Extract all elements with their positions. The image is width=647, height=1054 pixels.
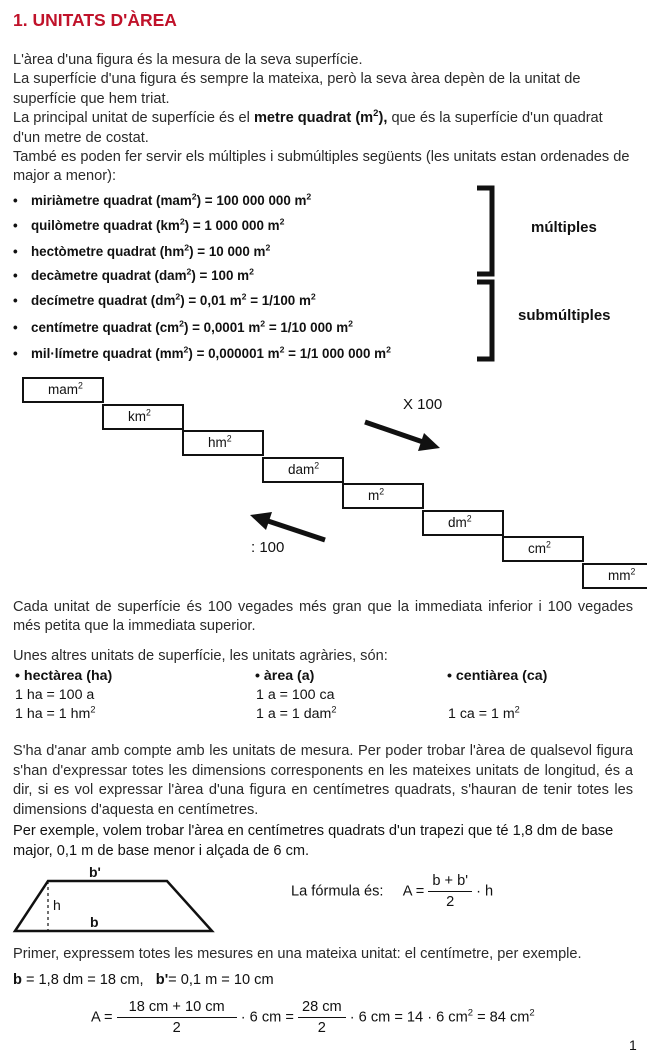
example-text: Per exemple, volem trobar l'àrea en centímetres quadrats d'un trapezi que té 1,8 dm de base major, 0,1 m de base menor i alçada de 6 cm. (13, 823, 614, 859)
stair-unit-label: $km^2$ (128, 407, 151, 424)
stair-box-km (102, 404, 184, 430)
units-caution-text: S'ha d'anar amb compte amb les unitats de mesura. Per poder trobar l'àrea de qualsevol figura s'han d'expressar totes les dimensions corresponents en les mateixes unitats de longitud, és a dir, si es vol expressar l'àrea d'una figura en centímetres quadrats, s'hauran de tenir totes les dimensions d'aquesta en centímetres. (13, 743, 633, 818)
intro-line: La superfície d'una figura és sempre la mateixa, però la seva àrea depèn de la unitat de superfície que hem triat. (13, 71, 581, 107)
trapezoid-figure (12, 876, 227, 936)
area-calculation: A = $\frac{18 cm + 10 cm}{2}$ · 6 cm = $\frac{28 cm}{2}$ · 6 cm = 14 · 6 $cm^2 = 84$ $cm^2$ (91, 999, 535, 1036)
agrarian-row: 1 a = 100 ca (256, 687, 335, 703)
stair-unit-label: $cm^2$ (528, 539, 551, 556)
unit-list-item: • centímetre quadrat $(cm^2) = 0,0001$ $m^2 = 1/10$ 000 $m^2$ (13, 318, 353, 335)
stair-box-mm (582, 563, 647, 589)
unit-list-item: • decàmetre quadrat (dam$^2$) = 100 $m^2$ (13, 266, 254, 283)
stair-unit-label: $dm^2$ (448, 513, 472, 530)
trapezoid-top-label: b' (89, 864, 101, 880)
formula-a: A = (402, 883, 425, 900)
agrarian-row: 1 ha = 100 a (15, 687, 95, 703)
trapezoid-height-label: h (53, 897, 61, 913)
submultiples-label: submúltiples (518, 307, 611, 324)
agrarian-intro: Unes altres unitats de superfície, les unitats agràries, són: (13, 648, 388, 664)
divide-100-label: : 100 (251, 539, 285, 556)
section-title: 1. UNITATS D'ÀREA (13, 10, 177, 30)
formula-denominator: 2 (446, 894, 455, 910)
agrarian-row: 1 ha = 1 $hm^2$ (15, 704, 96, 722)
trapezoid-bottom-label: b (90, 914, 99, 930)
formula (291, 873, 493, 910)
unit-list-item: • hectòmetre quadrat $(hm^2) = 10$ 000 $m^2$ (13, 242, 271, 259)
intro-line: La principal unitat de superfície és el metre quadrat $(m^2)$, que és la superfície d'un quadrat d'un metre de costat. (13, 108, 603, 146)
intro-line: L'àrea d'una figura és la mesura de la seva superfície. (13, 52, 363, 68)
intro-line: També es poden fer servir els múltiples i submúltiples següents (les unitats estan ordenades de major a menor): (13, 149, 630, 185)
unit-list-item: • miriàmetre quadrat (mam$^2$) = 100 000 000 $m^2$ (13, 191, 312, 208)
formula-label: La fórmula és: (291, 883, 384, 900)
stair-unit-label: dam$^2$ (288, 460, 320, 477)
intro-text (13, 51, 631, 187)
agrarian-head: • hectàrea (ha) (15, 668, 113, 684)
unit-list-item: • quilòmetre quadrat $(km^2) = 1$ 000 000 $m^2$ (13, 216, 285, 233)
times-100-label: X 100 (403, 396, 443, 413)
agrarian-row: 1 ca = 1 $m^2$ (448, 704, 520, 722)
measures-line: b = 1,8 dm = 18 cm, b'= 0,1 m = 10 cm (13, 972, 274, 988)
formula-tail: · h (476, 883, 494, 900)
stair-unit-label: $mm^2$ (608, 566, 636, 583)
step-text: Primer, expressem totes les mesures en una mateixa unitat: el centímetre, per exemple. (13, 946, 582, 962)
unit-list-item: • mil·límetre quadrat $(mm^2) = 0,000001$ $m^2 = 1/1$ 000 000 $m^2$ (13, 344, 391, 361)
stair-unit-label: mam$^2$ (48, 380, 83, 397)
unit-list-item: • decímetre quadrat $(dm^2) = 0,01$ $m^2 = 1/100$ $m^2$ (13, 291, 316, 308)
stair-unit-label: $m^2$ (368, 486, 385, 503)
group-brackets (470, 185, 500, 365)
agrarian-head: • centiàrea (ca) (447, 668, 548, 684)
stair-unit-label: $hm^2$ (208, 433, 232, 450)
stair-box-mam (22, 377, 104, 403)
multiples-label: múltiples (531, 219, 597, 236)
page-number: 1 (629, 1037, 637, 1053)
hundred-rule-text: Cada unitat de superfície és 100 vegades més gran que la immediata inferior i 100 vegades més petita que la immediata superior. (13, 599, 633, 635)
agrarian-head: • àrea (a) (255, 668, 315, 684)
agrarian-row: 1 a = 1 dam$^2$ (256, 704, 337, 722)
stair-box-cm (502, 536, 584, 562)
formula-numerator: b + b' (428, 873, 472, 892)
